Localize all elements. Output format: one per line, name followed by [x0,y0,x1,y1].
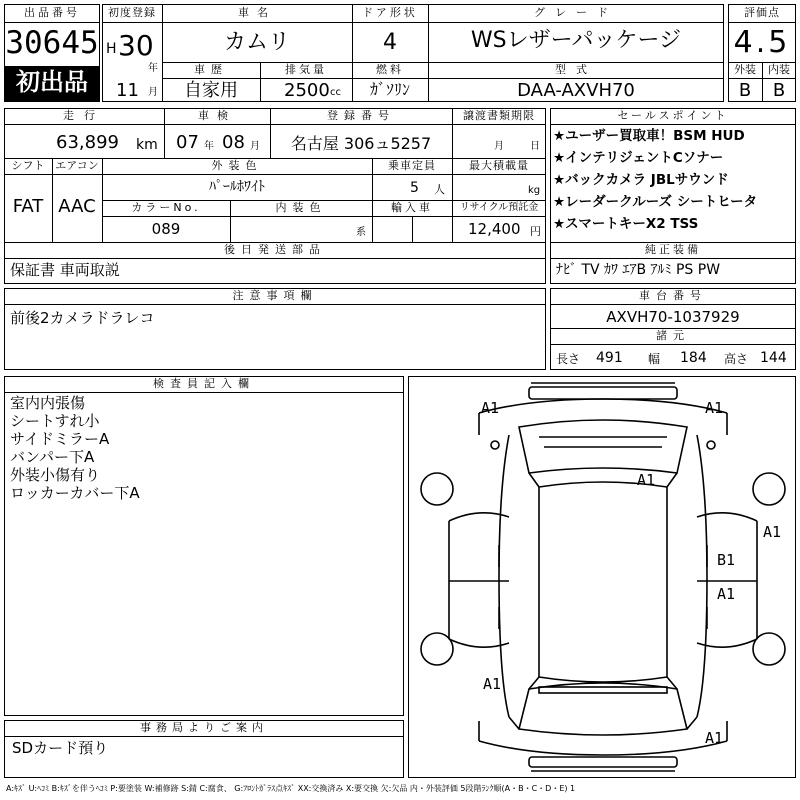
height-label: 高さ [724,352,749,366]
fuel: ｶﾞｿﾘﾝ [369,80,410,99]
inspector-line: サイドミラーA [10,430,110,448]
import-label: 輸入車 [391,201,433,214]
damage-mark: A1 [637,471,656,489]
recycle-label: リサイクル預託金 [459,202,539,213]
displacement: 2500 [284,80,330,101]
sales-point: ★スマートキーX2 TSS [553,216,699,232]
later-parts-label: 後日発送部品 [224,243,326,256]
inspection-year-unit: 年 [204,141,214,152]
recycle-unit: 円 [530,225,541,238]
width-label: 幅 [648,352,661,366]
history-label: 車歴 [194,63,228,76]
car-outline-diagram [409,377,797,779]
first-listing-text: 初出品 [16,68,88,96]
grade-label: グレード [534,6,618,19]
chassis-number: AXVH70-1037929 [606,308,740,326]
ext-color-label: 外装色 [211,159,263,172]
inspector-line: シートすれ小 [10,412,100,430]
capacity: 5 [410,180,419,196]
first-reg-year: 30 [118,29,154,62]
mileage-unit: km [136,137,158,153]
mileage: 63,899 [56,132,119,153]
first-reg-month: 11 [116,80,139,101]
sales-points-label: セールスポイント [617,109,729,122]
car-name-label: 車名 [238,6,276,19]
interior-grade: B [772,80,786,101]
door: 4 [383,30,397,55]
ext-color: ﾊﾟｰﾙﾎﾜｲﾄ [209,179,265,195]
office-text: SDカード預り [12,739,109,757]
capacity-unit: 人 [434,183,445,196]
later-parts: 保証書 車両取説 [10,261,120,279]
displacement-unit: cc [330,87,341,98]
inspector-line: ロッカーカバー下A [10,484,140,502]
damage-diagram [408,376,796,778]
width: 184 [680,350,707,366]
max-load-label: 最大積載量 [469,159,529,172]
int-color-unit: 系 [356,227,366,238]
inspection-year: 07 [176,132,199,153]
reg-no-label: 登録番号 [327,109,395,122]
recycle: 12,400 [468,220,521,238]
score: 4.5 [733,25,791,60]
sales-point: ★バックカメラ JBLサウンド [553,172,729,188]
ac-label: エアコン [55,159,99,172]
damage-mark: B1 [717,551,736,569]
door-label: ドア形状 [362,6,418,19]
exterior-label: 外装 [734,63,756,76]
inspection-label: 車検 [198,109,236,122]
dims-label: 諸元 [656,329,690,342]
damage-mark: A1 [717,585,736,603]
notes-label: 注意事項欄 [232,289,318,302]
month-unit: 月 [148,87,158,98]
car-name: カムリ [223,30,290,55]
genuine-equipment: ﾅﾋﾞ TV ｶﾜ ｴｱB ｱﾙﾐ PS PW [556,262,721,278]
damage-mark: A1 [483,675,502,693]
score-label: 評価点 [744,6,780,19]
height: 144 [760,350,787,366]
era: H [106,41,117,57]
inspector-line: バンパー下A [10,448,95,466]
reg-no: 名古屋 306ュ5257 [290,134,432,153]
max-load-unit: kg [528,185,541,196]
notes-text: 前後2カメラドラレコ [10,309,155,327]
grade: WSレザーパッケージ [470,28,682,53]
exterior-grade: B [738,80,752,101]
shift-label: シフト [11,159,45,172]
mileage-label: 走行 [63,109,105,122]
office-label: 事務局よりご案内 [140,721,268,734]
legend: A:ｷｽﾞ U:ﾍｺﾐ B:ｷｽﾞを伴うﾍｺﾐ P:要塗装 W:補修跡 S:錆 C:腐食、 G:ﾌﾛﾝﾄｶﾞﾗｽ点ｷｽﾞ XX:交換済み X:要交換 欠:欠品 内・外装評価 5段階ﾗﾝｸ順(A・B・C・D・E) 1 [6,784,576,793]
history: 自家用 [184,80,238,101]
displacement-label: 排気量 [285,63,327,76]
lot-number: 30645 [5,25,99,61]
ac: AAC [58,196,96,217]
sales-point: ★レーダークルーズ シートヒータ [553,194,758,210]
length: 491 [596,350,623,366]
damage-mark: A1 [481,399,500,417]
sales-point: ★ユーザー買取車！BSM HUD [553,128,745,144]
genuine-equipment-label: 純正装備 [645,243,701,256]
inspector-line: 室内内張傷 [10,394,86,412]
damage-mark: A1 [763,523,782,541]
first-reg-label: 初度登録 [108,6,156,19]
chassis-label: 車台番号 [639,289,707,302]
color-no-label: カラーNo. [131,201,201,214]
transfer-month-unit: 月 [494,141,504,152]
fuel-label: 燃料 [376,63,404,76]
damage-mark: A1 [705,729,724,747]
model-label: 型式 [555,63,597,76]
length-label: 長さ [556,352,581,366]
transfer-day-unit: 日 [530,141,540,152]
inspection-month-unit: 月 [250,141,260,152]
shift: FAT [12,196,44,217]
inspector-line: 外装小傷有り [10,466,101,484]
damage-mark: A1 [705,399,724,417]
lot-number-label: 出品番号 [24,6,80,19]
sales-point: ★インテリジェントCソナー [553,150,724,166]
inspector-label: 検査員記入欄 [153,377,255,390]
capacity-label: 乗車定員 [388,159,436,172]
transfer-label: 譲渡書類期限 [463,109,535,122]
inspection-month: 08 [222,132,245,153]
model: DAA-AXVH70 [517,80,635,101]
int-color-label: 内装色 [275,201,327,214]
color-no: 089 [151,220,181,238]
interior-label: 内装 [768,63,790,76]
year-unit: 年 [148,63,158,74]
